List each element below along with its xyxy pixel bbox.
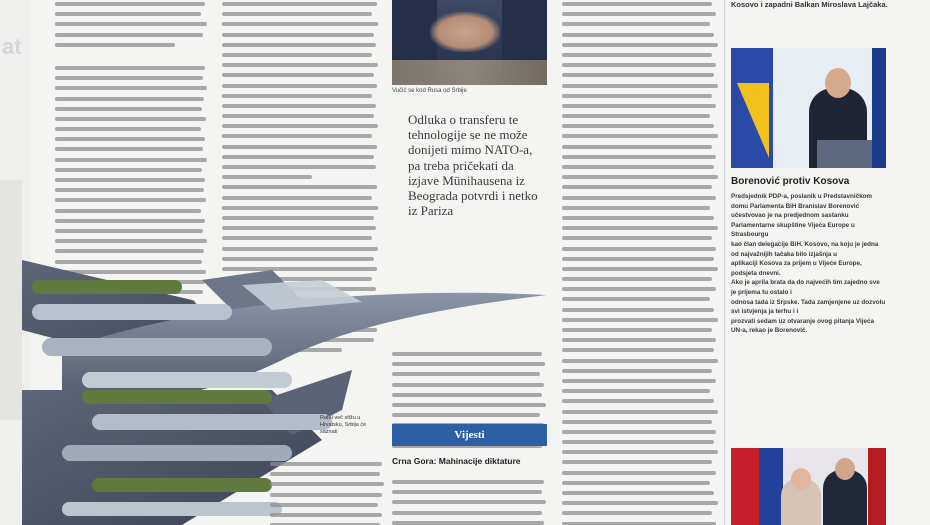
ghost-text: at xyxy=(2,34,22,59)
right-body xyxy=(731,192,886,336)
right-top-text: Kosovo i zapadni Balkan Miroslava Lajčaka. xyxy=(731,0,888,9)
vijesti-banner: Vijesti xyxy=(392,424,547,446)
right-body-line: Predsjednik PDP-a, poslanik u Predstavničkom domu Parlamenta BiH Branislav Borenović xyxy=(731,193,873,210)
right-body-line: aplikaciji Kosova za prijem u Vijeće Europe, podsjeta dnevni. xyxy=(731,260,862,277)
right-headline: Borenović protiv Kosova xyxy=(731,176,850,187)
pull-quote: Odluka o transferu te tehnologije se ne može donijeti mimo NATO-a, pa treba pričekati da izjave Münihausena iz Beograda potvrdi i netko iz Pariza xyxy=(408,112,538,219)
right-body-line: prozvati sedam uz otvaranje ovog pitanja Vijeća UN-a, rekao je Borenović. xyxy=(731,317,875,335)
photo-speaker-bih-flag xyxy=(731,48,886,168)
jet-caption: Rafal več stižu u Hrvatsku, Srbija će saznati xyxy=(320,415,367,435)
right-body-line: kao član delegacije BiH. Kosovo, na koju je jedna od najvažnijih tačaka bilo izjašnja u xyxy=(731,240,879,258)
photo-caption: Vučić se kod Rusa od Srbije xyxy=(392,88,467,94)
right-body-line: Ako je aprila brata da do najvećih tim zajedno sve je prijema tu ostalo i xyxy=(731,279,880,296)
article-column-3 xyxy=(562,2,720,525)
right-body-line: učestvovao je na predjednom sastanku Parlamentarne skupštine Vijeća Europe u Strasbourgu xyxy=(731,212,855,239)
vijesti-headline: Crna Gora: Mahinacije diktature xyxy=(392,456,521,466)
photo-politician-hands xyxy=(392,0,547,85)
photo-officials-flags xyxy=(731,448,886,525)
column-divider xyxy=(724,0,725,525)
margin-shade xyxy=(0,180,22,420)
article-column-2-continued xyxy=(270,462,385,525)
vijesti-body xyxy=(392,480,547,525)
right-body-line: odnosa tada iz Srpske. Tada zamjenjene uz dozvolu svi istvjenja ja terhu i i xyxy=(731,298,886,316)
